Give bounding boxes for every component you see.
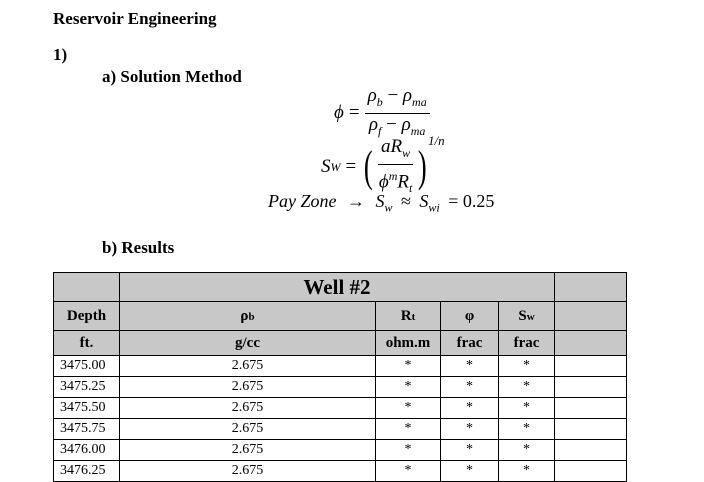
eq3-swi: S <box>419 191 429 211</box>
eq1-rho-ma-sub: ma <box>412 94 427 109</box>
table-row <box>54 398 627 419</box>
cell-phi: * <box>441 356 499 377</box>
cell-rhob: 2.675 <box>120 398 376 419</box>
header-rhob <box>120 302 376 331</box>
cell-sw: * <box>499 377 555 398</box>
eq3-arrow: → <box>346 191 365 211</box>
unit-rt: ohm.m <box>376 331 441 356</box>
cell-sw: * <box>499 440 555 461</box>
eq2-arw-sub: w <box>402 145 411 160</box>
eq1-den-minus: − <box>381 113 402 135</box>
eq1-numerator <box>365 86 430 114</box>
header-empty <box>555 302 627 331</box>
cell-rt: * <box>376 377 441 398</box>
eq2-lhs-sub: W <box>330 159 341 174</box>
cell-depth: 3475.25 <box>54 377 120 398</box>
cell-empty <box>555 356 627 377</box>
well-title-row <box>54 273 627 302</box>
eq1-lhs: ϕ <box>334 102 344 124</box>
cell-rt: * <box>376 419 441 440</box>
part-a-heading: a) Solution Method <box>102 67 242 86</box>
eq2-lhs: S <box>321 156 331 178</box>
cell-rhob: 2.675 <box>120 356 376 377</box>
cell-depth: 3475.00 <box>54 356 120 377</box>
cell-rhob: 2.675 <box>120 419 376 440</box>
cell-depth: 3475.50 <box>54 398 120 419</box>
eq1-rho-b-sub: b <box>376 94 383 109</box>
units-row <box>54 331 627 356</box>
unit-rhob: g/cc <box>120 331 376 356</box>
cell-rt: * <box>376 398 441 419</box>
cell-depth: 3475.75 <box>54 419 120 440</box>
cell-empty <box>555 377 627 398</box>
eq2-left-paren: ( <box>364 142 373 192</box>
cell-depth: 3476.00 <box>54 440 120 461</box>
eq1-rho-ma: ρ <box>402 85 413 106</box>
unit-phi: frac <box>441 331 499 356</box>
results-table <box>53 272 627 482</box>
cell-phi: * <box>441 440 499 461</box>
cell-sw: * <box>499 461 555 482</box>
well-title-spacer <box>54 273 120 302</box>
header-sw-sub: w <box>526 310 535 323</box>
eq1-rho-b: ρ <box>367 85 377 106</box>
eq1-rho-f-sub: f <box>378 123 382 138</box>
eq2-phi: ϕ <box>378 171 389 193</box>
header-sw <box>499 302 555 331</box>
eq2-exponent: 1/n <box>428 133 445 149</box>
cell-phi: * <box>441 461 499 482</box>
cell-empty <box>555 398 627 419</box>
eq1-num-minus: − <box>382 85 403 106</box>
well-title-spacer-right <box>555 273 627 302</box>
cell-sw: * <box>499 419 555 440</box>
eq2-equals: = <box>345 156 357 178</box>
cell-phi: * <box>441 398 499 419</box>
cell-rhob: 2.675 <box>120 461 376 482</box>
header-rt-text: R <box>400 307 412 324</box>
eq3-value: = 0.25 <box>448 191 495 211</box>
cell-phi: * <box>441 377 499 398</box>
header-rhob-sub: b <box>248 310 255 323</box>
eq1-rho-ma-den-sub: ma <box>410 123 426 138</box>
part-b-heading: b) Results <box>102 238 175 257</box>
header-rhob-text: ρ <box>240 307 249 324</box>
table-row <box>54 356 627 377</box>
table-row <box>54 440 627 461</box>
eq2-rt: R <box>397 171 409 193</box>
eq1-rho-f: ρ <box>368 113 379 135</box>
table-row <box>54 377 627 398</box>
eq3-approx: ≈ <box>401 191 411 211</box>
table-row <box>54 419 627 440</box>
header-row <box>54 302 627 331</box>
eq2-arw: aR <box>381 136 403 157</box>
cell-rhob: 2.675 <box>120 377 376 398</box>
cell-phi: * <box>441 419 499 440</box>
question-number: 1) <box>53 45 68 64</box>
eq3-sw: S <box>375 191 385 211</box>
eq2-phi-sup: m <box>388 168 398 183</box>
eq1-fraction <box>365 86 430 141</box>
cell-rhob: 2.675 <box>120 440 376 461</box>
header-rt <box>376 302 441 331</box>
cell-empty <box>555 461 627 482</box>
header-depth <box>54 302 120 331</box>
document-title: Reservoir Engineering <box>53 9 217 28</box>
eq1-equals: = <box>348 102 360 124</box>
cell-sw: * <box>499 398 555 419</box>
unit-empty <box>555 331 627 356</box>
cell-empty <box>555 440 627 461</box>
header-phi <box>441 302 499 331</box>
eq1-rho-ma-den: ρ <box>401 113 411 135</box>
table-row <box>54 461 627 482</box>
cell-rt: * <box>376 461 441 482</box>
unit-sw: frac <box>499 331 555 356</box>
cell-rt: * <box>376 440 441 461</box>
eq3-sw-sub: w <box>384 200 393 215</box>
eq3-pay-zone: Pay Zone <box>268 191 337 211</box>
cell-empty <box>555 419 627 440</box>
porosity-equation <box>334 86 430 141</box>
pay-zone-equation <box>268 191 494 216</box>
well-title: Well #2 <box>120 273 555 302</box>
eq2-numerator <box>378 137 413 165</box>
eq2-rt-sub: t <box>409 180 413 195</box>
saturation-equation <box>321 133 445 198</box>
cell-depth: 3476.25 <box>54 461 120 482</box>
header-sw-text: S <box>518 307 527 324</box>
eq2-right-paren: ) <box>418 142 428 192</box>
header-depth-text: Depth <box>66 307 107 324</box>
eq2-fraction <box>376 137 415 198</box>
unit-depth: ft. <box>54 331 120 356</box>
eq3-swi-sub: wi <box>428 200 440 215</box>
header-phi-text: φ <box>464 307 475 324</box>
header-rt-sub: t <box>411 310 416 323</box>
cell-sw: * <box>499 356 555 377</box>
cell-rt: * <box>376 356 441 377</box>
